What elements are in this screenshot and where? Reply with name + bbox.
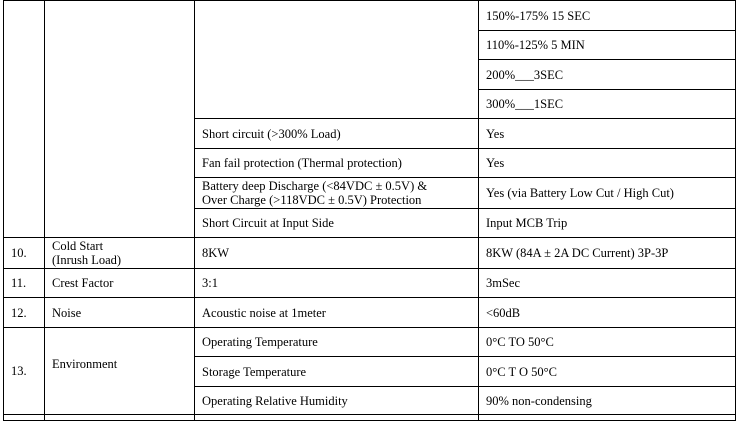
spec-parameter-cell bbox=[195, 415, 479, 421]
parameter-name: Crest Factor bbox=[45, 269, 195, 298]
spec-parameter: Operating Temperature bbox=[195, 328, 479, 357]
parameter-name bbox=[45, 238, 195, 269]
table-row bbox=[4, 269, 736, 298]
spec-value: <60dB bbox=[479, 298, 736, 328]
spec-value: 3mSec bbox=[479, 269, 736, 298]
overload-value: 200%___3SEC bbox=[479, 60, 736, 90]
row-number: 11. bbox=[4, 269, 45, 298]
spec-value: Yes (via Battery Low Cut / High Cut) bbox=[479, 178, 736, 209]
parameter-name-cell bbox=[45, 415, 195, 421]
spec-parameter-line: Over Charge (>118VDC ± 0.5V) Protection bbox=[202, 193, 422, 207]
row-number: 12. bbox=[4, 298, 45, 328]
spec-parameter: Acoustic noise at 1meter bbox=[195, 298, 479, 328]
parameter-name-line: (Inrush Load) bbox=[52, 253, 122, 267]
table-row bbox=[4, 415, 736, 421]
row-number-cell bbox=[4, 415, 45, 421]
spec-value: Input MCB Trip bbox=[479, 209, 736, 238]
spec-parameter: Short Circuit at Input Side bbox=[195, 209, 479, 238]
row-number: 10. bbox=[4, 238, 45, 269]
parameter-name: Noise bbox=[45, 298, 195, 328]
spec-parameter: Storage Temperature bbox=[195, 357, 479, 387]
spec-parameter bbox=[195, 178, 479, 209]
overload-value: 110%-125% 5 MIN bbox=[479, 31, 736, 60]
spec-value-cell bbox=[479, 415, 736, 421]
parameter-name: Environment bbox=[45, 328, 195, 415]
spec-value: Yes bbox=[479, 119, 736, 149]
overload-value: 150%-175% 15 SEC bbox=[479, 1, 736, 31]
table-row bbox=[4, 1, 736, 31]
parameter-name-line: Cold Start bbox=[52, 239, 104, 253]
spec-parameter: Fan fail protection (Thermal protection) bbox=[195, 149, 479, 178]
spec-value: 0°C T O 50°C bbox=[479, 357, 736, 387]
row-number: 13. bbox=[4, 328, 45, 415]
spec-parameter: Operating Relative Humidity bbox=[195, 387, 479, 415]
parameter-name-cell bbox=[45, 1, 195, 238]
table-row bbox=[4, 298, 736, 328]
spec-parameter: Short circuit (>300% Load) bbox=[195, 119, 479, 149]
specification-table bbox=[3, 0, 736, 421]
overload-value: 300%___1SEC bbox=[479, 90, 736, 119]
spec-parameter: 3:1 bbox=[195, 269, 479, 298]
overload-param-cell bbox=[195, 1, 479, 119]
spec-value: Yes bbox=[479, 149, 736, 178]
spec-value: 90% non-condensing bbox=[479, 387, 736, 415]
table-row bbox=[4, 328, 736, 357]
row-number-cell bbox=[4, 1, 45, 238]
spec-parameter: 8KW bbox=[195, 238, 479, 269]
spec-value: 0°C TO 50°C bbox=[479, 328, 736, 357]
table-row bbox=[4, 238, 736, 269]
spec-value: 8KW (84A ± 2A DC Current) 3P-3P bbox=[479, 238, 736, 269]
spec-parameter-line: Battery deep Discharge (<84VDC ± 0.5V) & bbox=[202, 179, 428, 193]
